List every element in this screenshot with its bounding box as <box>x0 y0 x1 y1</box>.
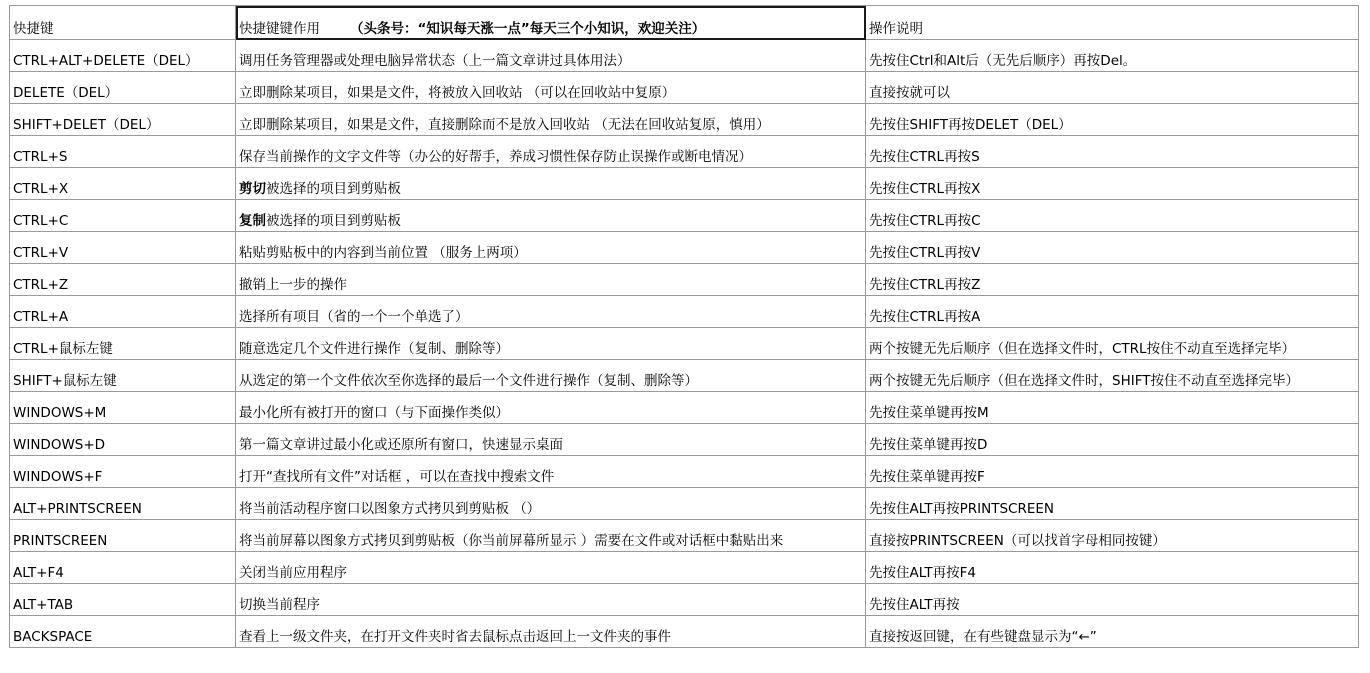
effect-text: 第一篇文章讲过最小化或还原所有窗口，快速显示桌面 <box>239 437 563 453</box>
effect-text: 粘贴剪贴板中的内容到当前位置 （服务上两项） <box>239 245 527 261</box>
shortcut-key: PRINTSCREEN <box>13 533 108 549</box>
header-label: 操作说明 <box>869 21 923 37</box>
shortcut-cell[interactable] <box>10 360 236 392</box>
instruction-cell[interactable] <box>866 200 1359 232</box>
table-row <box>10 72 1359 104</box>
table-row <box>10 40 1359 72</box>
effect-text: 查看上一级文件夹，在打开文件夹时省去鼠标点击返回上一文件夹的事件 <box>239 629 671 645</box>
shortcut-key: ALT+F4 <box>13 565 64 581</box>
spreadsheet <box>9 5 1359 648</box>
shortcut-cell[interactable] <box>10 296 236 328</box>
shortcut-cell[interactable] <box>10 488 236 520</box>
shortcut-cell[interactable] <box>10 520 236 552</box>
effect-emphasis: 复制 <box>239 213 266 229</box>
effect-text: 保存当前操作的文字文件等（办公的好帮手，养成习惯性保存防止误操作或断电情况） <box>239 149 752 165</box>
table-row <box>10 616 1359 648</box>
shortcut-key: SHIFT+鼠标左键 <box>13 373 117 389</box>
shortcut-key: WINDOWS+M <box>13 405 107 421</box>
effect-cell[interactable] <box>236 360 866 392</box>
effect-text: 将当前活动程序窗口以图象方式拷贝到剪贴板 （） <box>239 501 541 517</box>
instruction-text: 先按住ALT再按PRINTSCREEN <box>869 501 1055 517</box>
effect-cell[interactable] <box>236 40 866 72</box>
table-row <box>10 424 1359 456</box>
shortcut-key: ALT+TAB <box>13 597 74 613</box>
shortcut-key: CTRL+A <box>13 309 69 325</box>
effect-cell[interactable] <box>236 424 866 456</box>
instruction-cell[interactable] <box>866 296 1359 328</box>
effect-cell[interactable] <box>236 200 866 232</box>
header-cell-effect[interactable] <box>236 6 866 40</box>
instruction-text: 先按住CTRL再按X <box>869 181 981 197</box>
shortcut-key: CTRL+C <box>13 213 69 229</box>
effect-text: 从选定的第一个文件依次至你选择的最后一个文件进行操作（复制、删除等） <box>239 373 698 389</box>
effect-text: 选择所有项目（省的一个一个单选了） <box>239 309 469 325</box>
instruction-cell[interactable] <box>866 552 1359 584</box>
shortcut-key: SHIFT+DELET（DEL） <box>13 117 160 133</box>
instruction-text: 直接按PRINTSCREEN（可以找首字母相同按键） <box>869 533 1166 549</box>
instruction-cell[interactable] <box>866 104 1359 136</box>
shortcut-key: BACKSPACE <box>13 629 93 645</box>
effect-text: 调用任务管理器或处理电脑异常状态（上一篇文章讲过具体用法） <box>239 53 631 69</box>
table-row <box>10 264 1359 296</box>
header-note: （头条号：“知识每天涨一点”每天三个小知识，欢迎关注） <box>350 21 706 37</box>
shortcut-key: CTRL+V <box>13 245 69 261</box>
table-row <box>10 456 1359 488</box>
instruction-cell[interactable] <box>866 360 1359 392</box>
table-row <box>10 360 1359 392</box>
instruction-cell[interactable] <box>866 616 1359 648</box>
instruction-text: 先按住菜单键再按D <box>869 437 988 453</box>
effect-text: 最小化所有被打开的窗口（与下面操作类似） <box>239 405 509 421</box>
shortcut-key: WINDOWS+F <box>13 469 103 485</box>
effect-cell[interactable] <box>236 488 866 520</box>
instruction-cell[interactable] <box>866 392 1359 424</box>
header-label: 快捷键键作用 <box>239 21 320 37</box>
shortcut-cell[interactable] <box>10 456 236 488</box>
effect-emphasis: 剪切 <box>239 181 266 197</box>
header-label: 快捷键 <box>13 21 54 37</box>
instruction-text: 先按住SHIFT再按DELET（DEL） <box>869 117 1072 133</box>
instruction-cell[interactable] <box>866 40 1359 72</box>
effect-cell[interactable] <box>236 616 866 648</box>
instruction-text: 先按住菜单键再按F <box>869 469 985 485</box>
shortcut-key: CTRL+Z <box>13 277 69 293</box>
instruction-cell[interactable] <box>866 328 1359 360</box>
instruction-text: 先按住CTRL再按C <box>869 213 981 229</box>
effect-cell[interactable] <box>236 232 866 264</box>
shortcut-key: DELETE（DEL） <box>13 85 119 101</box>
instruction-text: 先按住CTRL再按Z <box>869 277 981 293</box>
table-row <box>10 584 1359 616</box>
table-row <box>10 488 1359 520</box>
shortcut-cell[interactable] <box>10 104 236 136</box>
effect-text: 立即删除某项目，如果是文件，将被放入回收站 （可以在回收站中复原） <box>239 85 676 101</box>
instruction-cell[interactable] <box>866 232 1359 264</box>
shortcut-cell[interactable] <box>10 392 236 424</box>
instruction-text: 先按住ALT再按 <box>869 597 960 613</box>
instruction-cell[interactable] <box>866 72 1359 104</box>
shortcut-key: WINDOWS+D <box>13 437 106 453</box>
instruction-text: 先按住CTRL再按V <box>869 245 981 261</box>
shortcut-cell[interactable] <box>10 264 236 296</box>
header-row <box>10 6 1359 40</box>
effect-cell[interactable] <box>236 136 866 168</box>
table-row <box>10 168 1359 200</box>
shortcut-cell[interactable] <box>10 552 236 584</box>
instruction-text: 先按住CTRL再按A <box>869 309 981 325</box>
shortcut-table <box>9 5 1359 648</box>
shortcut-cell[interactable] <box>10 616 236 648</box>
instruction-cell[interactable] <box>866 488 1359 520</box>
shortcut-key: CTRL+X <box>13 181 69 197</box>
effect-text: 立即删除某项目，如果是文件，直接删除而不是放入回收站 （无法在回收站复原，慎用） <box>239 117 770 133</box>
table-row <box>10 200 1359 232</box>
table-row <box>10 232 1359 264</box>
instruction-cell[interactable] <box>866 264 1359 296</box>
shortcut-cell[interactable] <box>10 584 236 616</box>
shortcut-cell[interactable] <box>10 424 236 456</box>
effect-cell[interactable] <box>236 520 866 552</box>
effect-text: 撤销上一步的操作 <box>239 277 347 293</box>
effect-text: 关闭当前应用程序 <box>239 565 347 581</box>
table-row <box>10 520 1359 552</box>
table-row <box>10 328 1359 360</box>
instruction-text: 两个按键无先后顺序（但在选择文件时，SHIFT按住不动直至选择完毕） <box>869 373 1299 389</box>
effect-cell[interactable] <box>236 296 866 328</box>
effect-cell[interactable] <box>236 72 866 104</box>
shortcut-key: CTRL+ALT+DELETE（DEL） <box>13 53 199 69</box>
effect-cell[interactable] <box>236 104 866 136</box>
instruction-text: 先按住CTRL再按S <box>869 149 980 165</box>
instruction-cell[interactable] <box>866 520 1359 552</box>
header-cell-instructions[interactable] <box>866 6 1359 40</box>
effect-cell[interactable] <box>236 552 866 584</box>
table-row <box>10 136 1359 168</box>
instruction-cell[interactable] <box>866 584 1359 616</box>
shortcut-cell[interactable] <box>10 200 236 232</box>
effect-cell[interactable] <box>236 584 866 616</box>
effect-cell[interactable] <box>236 456 866 488</box>
instruction-text: 两个按键无先后顺序（但在选择文件时，CTRL按住不动直至选择完毕） <box>869 341 1296 357</box>
instruction-cell[interactable] <box>866 456 1359 488</box>
instruction-text: 先按住ALT再按F4 <box>869 565 976 581</box>
effect-cell[interactable] <box>236 328 866 360</box>
effect-cell[interactable] <box>236 392 866 424</box>
effect-text: 随意选定几个文件进行操作（复制、删除等） <box>239 341 509 357</box>
shortcut-key: CTRL+鼠标左键 <box>13 341 113 357</box>
table-row <box>10 392 1359 424</box>
table-row <box>10 296 1359 328</box>
effect-text: 打开“查找所有文件”对话框 ，可以在查找中搜索文件 <box>239 469 555 485</box>
instruction-text: 直接按返回键，在有些键盘显示为“←” <box>869 629 1097 645</box>
effect-cell[interactable] <box>236 168 866 200</box>
effect-text: 切换当前程序 <box>239 597 320 613</box>
effect-text: 被选择的项目到剪贴板 <box>266 213 401 229</box>
header-cell-shortcut[interactable] <box>10 6 236 40</box>
shortcut-cell[interactable] <box>10 328 236 360</box>
table-row <box>10 552 1359 584</box>
shortcut-cell[interactable] <box>10 136 236 168</box>
instruction-text: 先按住Ctrl和Alt后（无先后顺序）再按Del。 <box>869 53 1137 69</box>
table-row <box>10 104 1359 136</box>
instruction-cell[interactable] <box>866 136 1359 168</box>
instruction-text: 先按住菜单键再按M <box>869 405 989 421</box>
shortcut-cell[interactable] <box>10 40 236 72</box>
effect-text: 将当前屏幕以图象方式拷贝到剪贴板（你当前屏幕所显示 ）需要在文件或对话框中黏贴出来 <box>239 533 784 549</box>
effect-text: 被选择的项目到剪贴板 <box>266 181 401 197</box>
instruction-cell[interactable] <box>866 424 1359 456</box>
shortcut-key: ALT+PRINTSCREEN <box>13 501 142 517</box>
shortcut-key: CTRL+S <box>13 149 68 165</box>
shortcut-cell[interactable] <box>10 232 236 264</box>
shortcut-cell[interactable] <box>10 72 236 104</box>
effect-cell[interactable] <box>236 264 866 296</box>
shortcut-cell[interactable] <box>10 168 236 200</box>
instruction-cell[interactable] <box>866 168 1359 200</box>
instruction-text: 直接按就可以 <box>869 85 950 101</box>
